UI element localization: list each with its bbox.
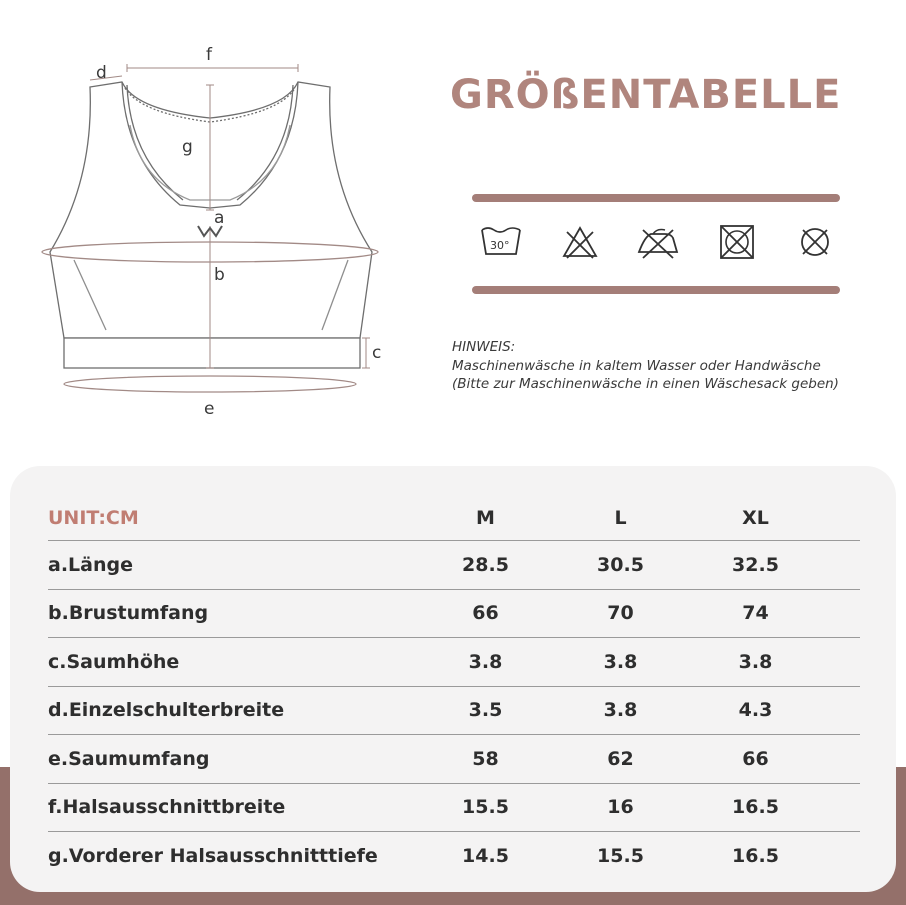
- table-row: [48, 637, 860, 686]
- label-g: g: [182, 137, 193, 157]
- label-d: d: [96, 63, 107, 83]
- sports-bra-illustration: [30, 30, 410, 430]
- value-l: 30.5: [597, 553, 644, 576]
- note-line-2: (Bitte zur Maschinenwäsche in einen Wäschesack geben): [452, 376, 839, 392]
- value-m: 14.5: [462, 844, 509, 867]
- wash-30-icon: [478, 222, 524, 262]
- care-divider-bottom: [472, 286, 840, 294]
- table-row: [48, 831, 860, 880]
- value-xl: 3.8: [738, 650, 773, 673]
- label-a: a: [214, 208, 225, 228]
- care-instructions: [468, 192, 844, 298]
- row-label: d.Einzelschulterbreite: [48, 699, 285, 722]
- value-m: 15.5: [462, 796, 509, 819]
- label-e: e: [204, 399, 215, 419]
- table-row: [48, 589, 860, 638]
- size-header-l: L: [614, 507, 627, 529]
- page-title: GRÖßENTABELLE: [450, 72, 842, 118]
- value-m: 66: [472, 602, 499, 625]
- unit-label: UNIT:CM: [48, 507, 139, 529]
- value-l: 15.5: [597, 844, 644, 867]
- wash-temp-label: 30°: [490, 239, 510, 252]
- care-note: [452, 338, 902, 394]
- no-bleach-icon: [557, 222, 603, 262]
- size-table-card: [10, 466, 896, 892]
- care-icon-row: [478, 220, 838, 264]
- size-header-xl: XL: [742, 507, 769, 529]
- value-l: 70: [607, 602, 634, 625]
- garment-diagram: [30, 30, 410, 430]
- value-m: 28.5: [462, 553, 509, 576]
- no-iron-icon: [635, 222, 681, 262]
- value-l: 16: [607, 796, 634, 819]
- size-table: [48, 496, 860, 880]
- note-heading: HINWEIS:: [452, 339, 516, 355]
- value-m: 58: [472, 747, 499, 770]
- value-m: 3.8: [468, 650, 503, 673]
- table-row: [48, 686, 860, 735]
- value-xl: 66: [742, 747, 769, 770]
- table-header: [48, 496, 860, 540]
- label-f: f: [206, 45, 212, 65]
- label-c: c: [372, 343, 382, 363]
- note-line-1: Maschinenwäsche in kaltem Wasser oder Handwäsche: [452, 357, 821, 374]
- value-xl: 16.5: [732, 844, 779, 867]
- value-xl: 16.5: [732, 796, 779, 819]
- table-row: [48, 783, 860, 832]
- row-label: e.Saumumfang: [48, 747, 210, 770]
- row-label: c.Saumhöhe: [48, 650, 180, 673]
- label-b: b: [214, 265, 225, 285]
- table-row: [48, 734, 860, 783]
- table-row: [48, 540, 860, 589]
- row-label: b.Brustumfang: [48, 602, 209, 625]
- no-dry-clean-icon: [792, 222, 838, 262]
- size-header-m: M: [476, 507, 495, 529]
- value-l: 3.8: [603, 650, 638, 673]
- value-xl: 74: [742, 602, 769, 625]
- value-l: 3.8: [603, 699, 638, 722]
- row-label: a.Länge: [48, 553, 133, 576]
- value-m: 3.5: [468, 699, 503, 722]
- value-xl: 32.5: [732, 553, 779, 576]
- value-xl: 4.3: [738, 699, 773, 722]
- no-tumble-dry-icon: [714, 222, 760, 262]
- row-label: g.Vorderer Halsausschnitttiefe: [48, 844, 378, 867]
- value-l: 62: [607, 747, 634, 770]
- care-divider-top: [472, 194, 840, 202]
- row-label: f.Halsausschnittbreite: [48, 796, 286, 819]
